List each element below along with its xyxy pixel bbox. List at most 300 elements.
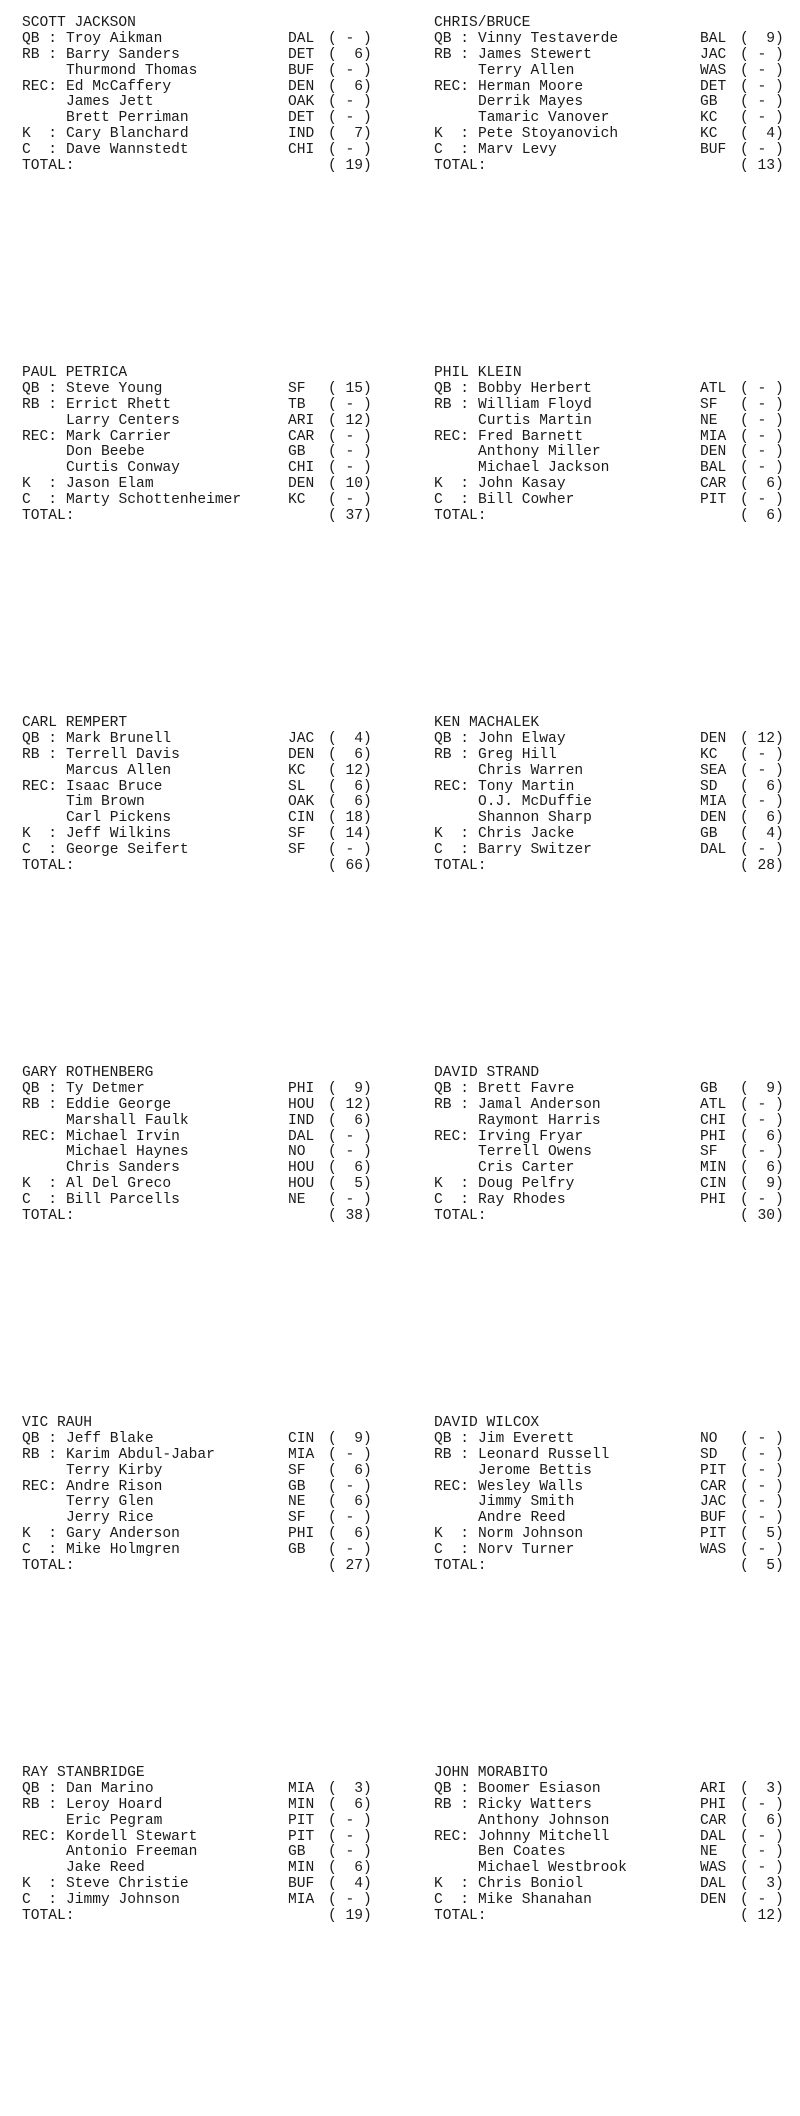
player-row xyxy=(22,64,382,80)
player-points: ( - ) xyxy=(328,1892,372,1909)
player-name: Errict Rhett xyxy=(66,396,172,413)
player-row xyxy=(22,143,382,159)
player-row xyxy=(434,143,794,159)
team-block xyxy=(434,1066,794,1416)
nfl-team: PIT xyxy=(700,1462,727,1479)
player-points: ( - ) xyxy=(740,460,784,477)
player-name: Al Del Greco xyxy=(66,1176,172,1193)
nfl-team: NO xyxy=(288,1144,306,1161)
player-name: Curtis Conway xyxy=(66,460,180,477)
nfl-team: CHI xyxy=(288,460,315,477)
player-points: ( - ) xyxy=(740,110,784,127)
owner-name: DAVID STRAND xyxy=(434,1065,540,1081)
player-name: Marcus Allen xyxy=(66,762,172,779)
player-points: ( - ) xyxy=(328,1192,372,1209)
position-label: REC: xyxy=(22,78,58,95)
player-points: ( - ) xyxy=(328,1478,372,1495)
player-points: ( 9) xyxy=(328,1430,372,1447)
nfl-team: SF xyxy=(700,396,718,413)
player-points: ( - ) xyxy=(740,746,784,763)
position-label: K : xyxy=(434,1876,470,1893)
player-row xyxy=(22,1830,382,1846)
player-row xyxy=(22,111,382,127)
nfl-team: MIN xyxy=(288,1860,315,1877)
player-points: ( - ) xyxy=(328,492,372,509)
player-row xyxy=(434,1877,794,1893)
player-name: Terry Kirby xyxy=(66,1462,163,1479)
player-points: ( - ) xyxy=(740,1796,784,1813)
player-name: Jake Reed xyxy=(66,1860,145,1877)
player-name: Bobby Herbert xyxy=(478,380,592,397)
nfl-team: TB xyxy=(288,396,306,413)
player-row xyxy=(22,382,382,398)
total-points: ( 19) xyxy=(328,1908,372,1925)
player-points: ( - ) xyxy=(740,396,784,413)
player-points: ( 3) xyxy=(740,1780,784,1797)
player-name: John Kasay xyxy=(478,476,566,493)
player-name: Eric Pegram xyxy=(66,1812,163,1829)
position-label: K : xyxy=(434,1526,470,1543)
player-points: ( 10) xyxy=(328,476,372,493)
player-points: ( - ) xyxy=(740,842,784,859)
player-row xyxy=(434,382,794,398)
total-points: ( 6) xyxy=(740,508,784,525)
player-points: ( - ) xyxy=(740,1144,784,1161)
player-points: ( 14) xyxy=(328,826,372,843)
player-points: ( 6) xyxy=(740,1160,784,1177)
player-name: Chris Boniol xyxy=(478,1876,584,1893)
player-name: Marty Schottenheimer xyxy=(66,492,242,509)
player-name: Dave Wannstedt xyxy=(66,142,189,159)
player-row xyxy=(22,1114,382,1130)
nfl-team: PHI xyxy=(700,1192,727,1209)
player-points: ( 15) xyxy=(328,380,372,397)
player-name: Irving Fryar xyxy=(478,1128,584,1145)
position-label: REC: xyxy=(22,1478,58,1495)
nfl-team: WAS xyxy=(700,1542,727,1559)
player-name: John Elway xyxy=(478,730,566,747)
owner-name: PHIL KLEIN xyxy=(434,365,522,381)
player-points: ( - ) xyxy=(328,94,372,111)
position-label: RB : xyxy=(22,746,58,763)
total-row xyxy=(434,159,794,175)
nfl-team: IND xyxy=(288,126,315,143)
nfl-team: DEN xyxy=(288,78,315,95)
left-column xyxy=(22,16,382,2116)
player-row xyxy=(22,1130,382,1146)
nfl-team: CAR xyxy=(700,1812,727,1829)
position-label: RB : xyxy=(22,1796,58,1813)
player-points: ( - ) xyxy=(740,78,784,95)
position-label: K : xyxy=(434,1176,470,1193)
player-name: Brett Favre xyxy=(478,1080,575,1097)
position-label: K : xyxy=(22,476,58,493)
player-points: ( 3) xyxy=(328,1780,372,1797)
nfl-team: SF xyxy=(288,1462,306,1479)
player-name: Andre Rison xyxy=(66,1478,163,1495)
team-block xyxy=(22,16,382,366)
owner-name: SCOTT JACKSON xyxy=(22,15,136,31)
nfl-team: NE xyxy=(288,1192,306,1209)
player-name: Jimmy Johnson xyxy=(66,1892,180,1909)
nfl-team: BAL xyxy=(700,30,727,47)
player-name: Boomer Esiason xyxy=(478,1780,601,1797)
player-row xyxy=(22,811,382,827)
total-points: ( 38) xyxy=(328,1208,372,1225)
player-name: Greg Hill xyxy=(478,746,557,763)
player-name: Dan Marino xyxy=(66,1780,154,1797)
nfl-team: ARI xyxy=(288,412,315,429)
player-row xyxy=(434,1830,794,1846)
player-points: ( 6) xyxy=(328,778,372,795)
owner-name: CARL REMPERT xyxy=(22,715,128,731)
player-points: ( - ) xyxy=(740,1860,784,1877)
nfl-team: PIT xyxy=(700,1526,727,1543)
position-label: RB : xyxy=(22,46,58,63)
player-row xyxy=(22,1177,382,1193)
nfl-team: CHI xyxy=(288,142,315,159)
position-label: REC: xyxy=(434,1128,470,1145)
player-points: ( 6) xyxy=(740,1812,784,1829)
position-label: K : xyxy=(434,826,470,843)
player-row xyxy=(22,1845,382,1861)
player-points: ( - ) xyxy=(328,444,372,461)
position-label: QB : xyxy=(22,30,58,47)
player-points: ( - ) xyxy=(328,62,372,79)
nfl-team: ARI xyxy=(700,1780,727,1797)
player-name: Terrell Owens xyxy=(478,1144,592,1161)
player-points: ( - ) xyxy=(740,1462,784,1479)
position-label: RB : xyxy=(434,1446,470,1463)
total-label: TOTAL: xyxy=(22,1208,75,1225)
nfl-team: SL xyxy=(288,778,306,795)
player-row xyxy=(434,795,794,811)
player-points: ( - ) xyxy=(328,396,372,413)
player-points: ( - ) xyxy=(740,444,784,461)
position-label: RB : xyxy=(22,1446,58,1463)
nfl-team: SD xyxy=(700,778,718,795)
total-row xyxy=(22,1559,382,1575)
player-row xyxy=(22,80,382,96)
player-name: James Stewert xyxy=(478,46,592,63)
player-row xyxy=(22,1098,382,1114)
player-row xyxy=(22,1464,382,1480)
position-label: REC: xyxy=(434,428,470,445)
position-label: C : xyxy=(22,1192,58,1209)
position-label: QB : xyxy=(434,1080,470,1097)
nfl-team: DEN xyxy=(700,810,727,827)
total-row xyxy=(22,859,382,875)
player-row xyxy=(434,1161,794,1177)
player-points: ( 9) xyxy=(740,1176,784,1193)
player-name: Wesley Walls xyxy=(478,1478,584,1495)
nfl-team: DET xyxy=(288,46,315,63)
position-label: QB : xyxy=(434,1780,470,1797)
player-name: Leroy Hoard xyxy=(66,1796,163,1813)
nfl-team: OAK xyxy=(288,794,315,811)
nfl-team: GB xyxy=(700,1080,718,1097)
nfl-team: OAK xyxy=(288,94,315,111)
nfl-team: DEN xyxy=(700,1892,727,1909)
player-name: Chris Jacke xyxy=(478,826,575,843)
nfl-team: CIN xyxy=(700,1176,727,1193)
player-points: ( 6) xyxy=(328,1796,372,1813)
player-name: O.J. McDuffie xyxy=(478,794,592,811)
total-row xyxy=(434,1909,794,1925)
nfl-team: NE xyxy=(700,412,718,429)
team-block xyxy=(22,1066,382,1416)
player-points: ( 4) xyxy=(740,126,784,143)
owner-name: KEN MACHALEK xyxy=(434,715,540,731)
position-label: REC: xyxy=(22,428,58,445)
nfl-team: SF xyxy=(288,1510,306,1527)
nfl-team: GB xyxy=(700,826,718,843)
nfl-team: CAR xyxy=(700,1478,727,1495)
total-row xyxy=(22,1209,382,1225)
player-name: Steve Young xyxy=(66,380,163,397)
nfl-team: DEN xyxy=(288,746,315,763)
player-row xyxy=(434,1782,794,1798)
player-row xyxy=(22,1893,382,1909)
player-row xyxy=(22,795,382,811)
player-points: ( - ) xyxy=(740,1112,784,1129)
nfl-team: GB xyxy=(288,1844,306,1861)
player-row xyxy=(434,414,794,430)
player-name: Troy Aikman xyxy=(66,30,163,47)
player-name: Raymont Harris xyxy=(478,1112,601,1129)
position-label: QB : xyxy=(434,1430,470,1447)
player-row xyxy=(434,1082,794,1098)
owner-name: DAVID WILCOX xyxy=(434,1415,540,1431)
nfl-team: SF xyxy=(288,842,306,859)
nfl-team: NE xyxy=(288,1494,306,1511)
player-row xyxy=(434,111,794,127)
position-label: RB : xyxy=(434,46,470,63)
position-label: RB : xyxy=(22,396,58,413)
player-row xyxy=(22,1861,382,1877)
nfl-team: SF xyxy=(700,1144,718,1161)
player-row xyxy=(434,1464,794,1480)
player-points: ( 9) xyxy=(328,1080,372,1097)
player-name: Andre Reed xyxy=(478,1510,566,1527)
player-row xyxy=(434,780,794,796)
player-row xyxy=(434,32,794,48)
nfl-team: MIN xyxy=(700,1160,727,1177)
player-row xyxy=(434,827,794,843)
nfl-team: SEA xyxy=(700,762,727,779)
player-row xyxy=(434,430,794,446)
player-points: ( - ) xyxy=(740,794,784,811)
player-points: ( 12) xyxy=(328,1096,372,1113)
player-points: ( - ) xyxy=(740,412,784,429)
player-row xyxy=(434,64,794,80)
team-block xyxy=(22,1766,382,2116)
player-row xyxy=(22,493,382,509)
position-label: QB : xyxy=(22,1430,58,1447)
player-row xyxy=(434,1130,794,1146)
nfl-team: GB xyxy=(700,94,718,111)
nfl-team: JAC xyxy=(700,1494,727,1511)
nfl-team: DAL xyxy=(288,30,315,47)
nfl-team: GB xyxy=(288,1478,306,1495)
player-points: ( - ) xyxy=(740,1478,784,1495)
nfl-team: PHI xyxy=(288,1526,315,1543)
player-row xyxy=(434,1177,794,1193)
position-label: C : xyxy=(434,142,470,159)
total-row xyxy=(434,509,794,525)
player-points: ( - ) xyxy=(740,1510,784,1527)
player-row xyxy=(22,1432,382,1448)
team-block xyxy=(434,716,794,1066)
player-points: ( 9) xyxy=(740,1080,784,1097)
position-label: K : xyxy=(22,1526,58,1543)
player-name: Norm Johnson xyxy=(478,1526,584,1543)
nfl-team: PIT xyxy=(700,492,727,509)
player-points: ( - ) xyxy=(328,1844,372,1861)
nfl-team: MIA xyxy=(288,1446,315,1463)
player-points: ( 4) xyxy=(740,826,784,843)
position-label: C : xyxy=(434,492,470,509)
player-row xyxy=(434,1448,794,1464)
nfl-team: DEN xyxy=(700,444,727,461)
nfl-team: KC xyxy=(288,762,306,779)
nfl-team: DAL xyxy=(700,1828,727,1845)
player-name: Gary Anderson xyxy=(66,1526,180,1543)
player-row xyxy=(434,477,794,493)
position-label: K : xyxy=(22,826,58,843)
owner-name: JOHN MORABITO xyxy=(434,1765,548,1781)
nfl-team: DET xyxy=(700,78,727,95)
player-points: ( - ) xyxy=(328,1812,372,1829)
nfl-team: MIA xyxy=(700,794,727,811)
player-row xyxy=(434,764,794,780)
player-row xyxy=(434,95,794,111)
position-label: REC: xyxy=(22,778,58,795)
owner-name: GARY ROTHENBERG xyxy=(22,1065,154,1081)
player-name: Pete Stoyanovich xyxy=(478,126,619,143)
team-block xyxy=(434,1416,794,1766)
total-points: ( 19) xyxy=(328,158,372,175)
nfl-team: KC xyxy=(288,492,306,509)
owner-name: PAUL PETRICA xyxy=(22,365,128,381)
player-name: Tamaric Vanover xyxy=(478,110,610,127)
player-name: Terrell Davis xyxy=(66,746,180,763)
nfl-team: BUF xyxy=(700,142,727,159)
player-row xyxy=(434,843,794,859)
player-points: ( - ) xyxy=(740,1844,784,1861)
player-row xyxy=(434,1511,794,1527)
player-points: ( 18) xyxy=(328,810,372,827)
player-points: ( 6) xyxy=(740,1128,784,1145)
player-name: Barry Sanders xyxy=(66,46,180,63)
player-name: Jeff Wilkins xyxy=(66,826,172,843)
position-label: REC: xyxy=(434,1478,470,1495)
player-row xyxy=(22,1480,382,1496)
player-name: Brett Perriman xyxy=(66,110,189,127)
total-row xyxy=(434,859,794,875)
player-name: Jeff Blake xyxy=(66,1430,154,1447)
nfl-team: HOU xyxy=(288,1160,315,1177)
nfl-team: IND xyxy=(288,1112,315,1129)
position-label: QB : xyxy=(22,380,58,397)
player-row xyxy=(22,1877,382,1893)
position-label: C : xyxy=(434,842,470,859)
player-row xyxy=(434,1798,794,1814)
position-label: RB : xyxy=(434,396,470,413)
player-row xyxy=(434,1098,794,1114)
player-points: ( - ) xyxy=(740,1542,784,1559)
player-points: ( - ) xyxy=(740,492,784,509)
player-name: Ed McCaffery xyxy=(66,78,172,95)
player-name: Jerome Bettis xyxy=(478,1462,592,1479)
player-name: Mark Carrier xyxy=(66,428,172,445)
nfl-team: MIA xyxy=(288,1892,315,1909)
total-points: ( 13) xyxy=(740,158,784,175)
player-name: Jamal Anderson xyxy=(478,1096,601,1113)
total-label: TOTAL: xyxy=(434,508,487,525)
player-points: ( 12) xyxy=(328,762,372,779)
owner-name: VIC RAUH xyxy=(22,1415,93,1431)
player-row xyxy=(22,430,382,446)
player-name: Jerry Rice xyxy=(66,1510,154,1527)
nfl-team: PHI xyxy=(700,1128,727,1145)
player-points: ( 7) xyxy=(328,126,372,143)
position-label: QB : xyxy=(434,730,470,747)
player-row xyxy=(22,1782,382,1798)
player-row xyxy=(22,1511,382,1527)
player-points: ( 5) xyxy=(328,1176,372,1193)
position-label: K : xyxy=(22,1176,58,1193)
player-name: William Floyd xyxy=(478,396,592,413)
player-name: Cris Carter xyxy=(478,1160,575,1177)
player-name: Eddie George xyxy=(66,1096,172,1113)
player-name: Marshall Faulk xyxy=(66,1112,189,1129)
player-points: ( - ) xyxy=(328,30,372,47)
player-row xyxy=(434,1543,794,1559)
player-name: Chris Warren xyxy=(478,762,584,779)
position-label: C : xyxy=(22,1542,58,1559)
nfl-team: MIA xyxy=(288,1780,315,1797)
nfl-team: BUF xyxy=(288,1876,315,1893)
player-points: ( 6) xyxy=(328,1526,372,1543)
player-name: James Jett xyxy=(66,94,154,111)
nfl-team: BUF xyxy=(700,1510,727,1527)
player-row xyxy=(22,1145,382,1161)
player-name: Michael Haynes xyxy=(66,1144,189,1161)
nfl-team: NO xyxy=(700,1430,718,1447)
total-label: TOTAL: xyxy=(22,1908,75,1925)
position-label: C : xyxy=(22,142,58,159)
player-row xyxy=(22,461,382,477)
player-row xyxy=(434,48,794,64)
player-points: ( - ) xyxy=(740,1096,784,1113)
player-row xyxy=(434,732,794,748)
player-row xyxy=(434,1480,794,1496)
player-points: ( 6) xyxy=(328,1160,372,1177)
player-points: ( 12) xyxy=(328,412,372,429)
player-name: Ricky Watters xyxy=(478,1796,592,1813)
team-block xyxy=(434,366,794,716)
player-name: Mike Shanahan xyxy=(478,1892,592,1909)
player-name: Kordell Stewart xyxy=(66,1828,198,1845)
player-row xyxy=(434,461,794,477)
position-label: C : xyxy=(22,842,58,859)
player-points: ( 3) xyxy=(740,1876,784,1893)
player-row xyxy=(22,732,382,748)
player-row xyxy=(22,32,382,48)
player-row xyxy=(22,843,382,859)
position-label: K : xyxy=(434,126,470,143)
